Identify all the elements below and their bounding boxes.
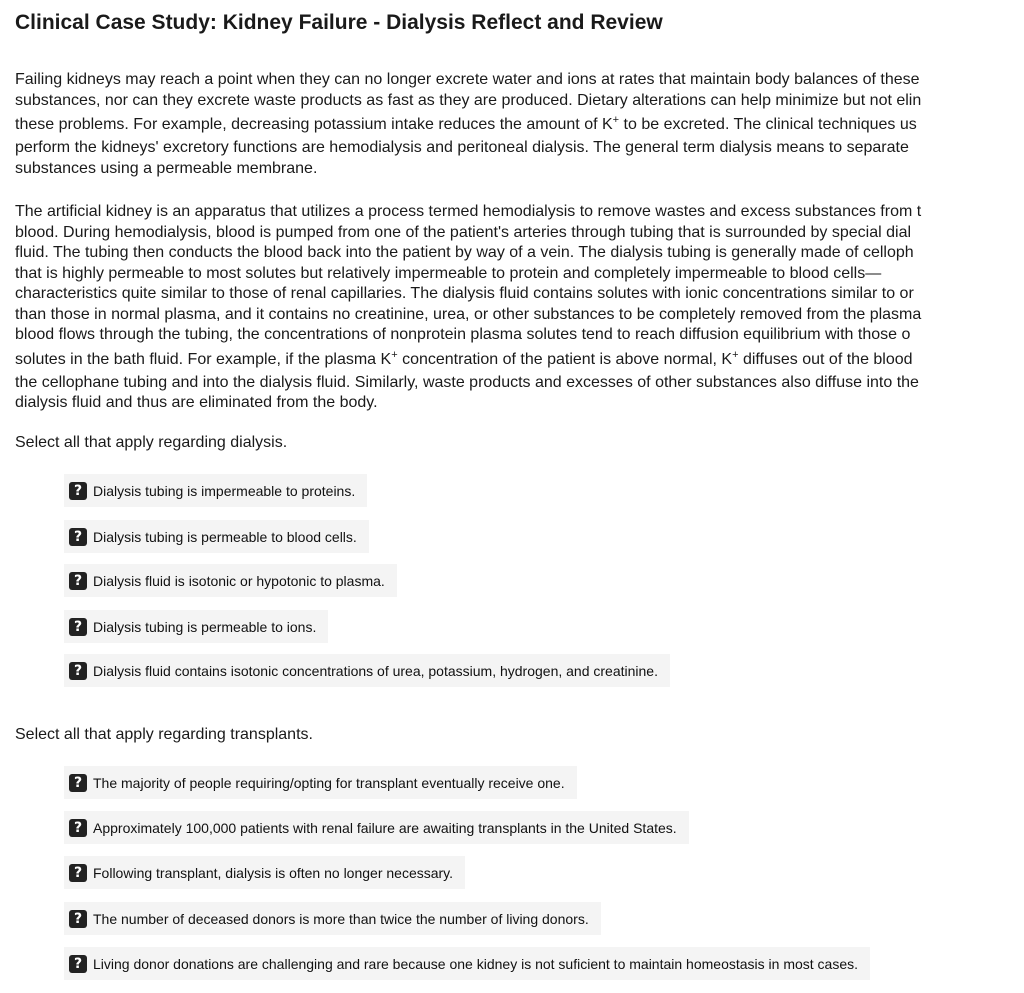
option-label: The number of deceased donors is more than twice the number of living donors. (93, 910, 589, 927)
paragraph-text: these problems. For example, decreasing potassium intake reduces the amount of K (15, 116, 613, 133)
page-title: Clinical Case Study: Kidney Failure - Dialysis Reflect and Review (15, 11, 663, 34)
superscript-plus: + (732, 348, 739, 361)
paragraph-line: The artificial kidney is an apparatus that utilizes a process termed hemodialysis to remove wastes and excess substances from t (15, 203, 922, 220)
transplant-option-2[interactable] (64, 811, 689, 844)
paragraph-line: dialysis fluid and thus are eliminated from the body. (15, 394, 378, 411)
dialysis-option-2[interactable] (64, 520, 369, 553)
paragraph-line: characteristics quite similar to those of renal capillaries. The dialysis fluid contains solutes with ionic concentrations similar to or (15, 285, 914, 302)
option-label: Dialysis tubing is impermeable to proteins. (93, 482, 356, 499)
paragraph-line: Failing kidneys may reach a point when they can no longer excrete water and ions at rates that maintain body balances of these (15, 71, 920, 88)
question-mark-icon: ? (69, 618, 87, 636)
artificial-kidney-paragraph (15, 202, 921, 414)
question-mark-icon: ? (69, 662, 87, 680)
dialysis-option-3[interactable] (64, 564, 397, 597)
option-label: Living donor donations are challenging and rare because one kidney is not suficient to maintain homeostasis in most cases. (93, 955, 859, 972)
paragraph-line (15, 111, 921, 138)
paragraph-line: that is highly permeable to most solutes but relatively impermeable to protein and completely impermeable to blood cells— (15, 264, 882, 282)
transplant-option-3[interactable] (64, 856, 465, 889)
dialysis-option-1[interactable] (64, 474, 367, 507)
paragraph-line: blood. During hemodialysis, blood is pumped from one of the patient's arteries through tubing that is surrounded by special dial (15, 223, 912, 241)
option-label: Dialysis tubing is permeable to ions. (93, 618, 317, 635)
intro-paragraph (15, 70, 921, 179)
paragraph-line: the cellophane tubing and into the dialysis fluid. Similarly, waste products and excesses of other substances also diffuse into the (15, 373, 919, 391)
paragraph-line: perform the kidneys' excretory functions are hemodialysis and peritoneal dialysis. The general term dialysis means to separate (15, 139, 909, 156)
dialysis-question-prompt: Select all that apply regarding dialysis. (15, 434, 288, 451)
question-mark-icon: ? (69, 774, 87, 792)
paragraph-text: diffuses out of the blood (738, 350, 913, 368)
question-mark-icon: ? (69, 819, 87, 837)
option-label: Dialysis fluid contains isotonic concentrations of urea, potassium, hydrogen, and creatinine. (93, 662, 658, 679)
question-mark-icon: ? (69, 910, 87, 928)
transplant-option-5[interactable] (64, 947, 870, 980)
dialysis-option-4[interactable] (64, 610, 328, 643)
question-mark-icon: ? (69, 528, 87, 546)
question-mark-icon: ? (69, 482, 87, 500)
option-label: Dialysis fluid is isotonic or hypotonic to plasma. (93, 572, 385, 589)
superscript-plus: + (612, 114, 620, 126)
option-label: Dialysis tubing is permeable to blood cells. (93, 528, 357, 545)
question-mark-icon: ? (69, 955, 87, 973)
paragraph-line: substances using a permeable membrane. (15, 159, 318, 177)
paragraph-line: fluid. The tubing then conducts the blood back into the patient by way of a vein. The dialysis tubing is generally made of celloph (15, 244, 914, 261)
option-label: The majority of people requiring/opting for transplant eventually receive one. (93, 774, 565, 791)
paragraph-line: than those in normal plasma, and it contains no creatinine, urea, or other substances to be completely removed from the plasma (15, 305, 922, 323)
paragraph-text: to be excreted. The clinical techniques us (619, 116, 917, 133)
dialysis-option-5[interactable] (64, 654, 670, 687)
paragraph-line: blood flows through the tubing, the concentrations of nonprotein plasma solutes tend to reach diffusion equilibrium with those o (15, 326, 911, 343)
transplant-question-prompt: Select all that apply regarding transplants. (15, 726, 313, 743)
paragraph-line (15, 346, 921, 373)
paragraph-text: solutes in the bath fluid. For example, if the plasma K (15, 350, 392, 368)
paragraph-line: substances, nor can they excrete waste products as fast as they are produced. Dietary alterations can help minimize but not elin (15, 91, 922, 109)
superscript-plus: + (391, 348, 398, 361)
question-mark-icon: ? (69, 572, 87, 590)
paragraph-text: concentration of the patient is above normal, K (397, 350, 733, 368)
option-label: Approximately 100,000 patients with renal failure are awaiting transplants in the United States. (93, 819, 677, 836)
option-label: Following transplant, dialysis is often no longer necessary. (93, 864, 454, 881)
transplant-option-4[interactable] (64, 902, 601, 935)
transplant-option-1[interactable] (64, 766, 577, 799)
question-mark-icon: ? (69, 864, 87, 882)
